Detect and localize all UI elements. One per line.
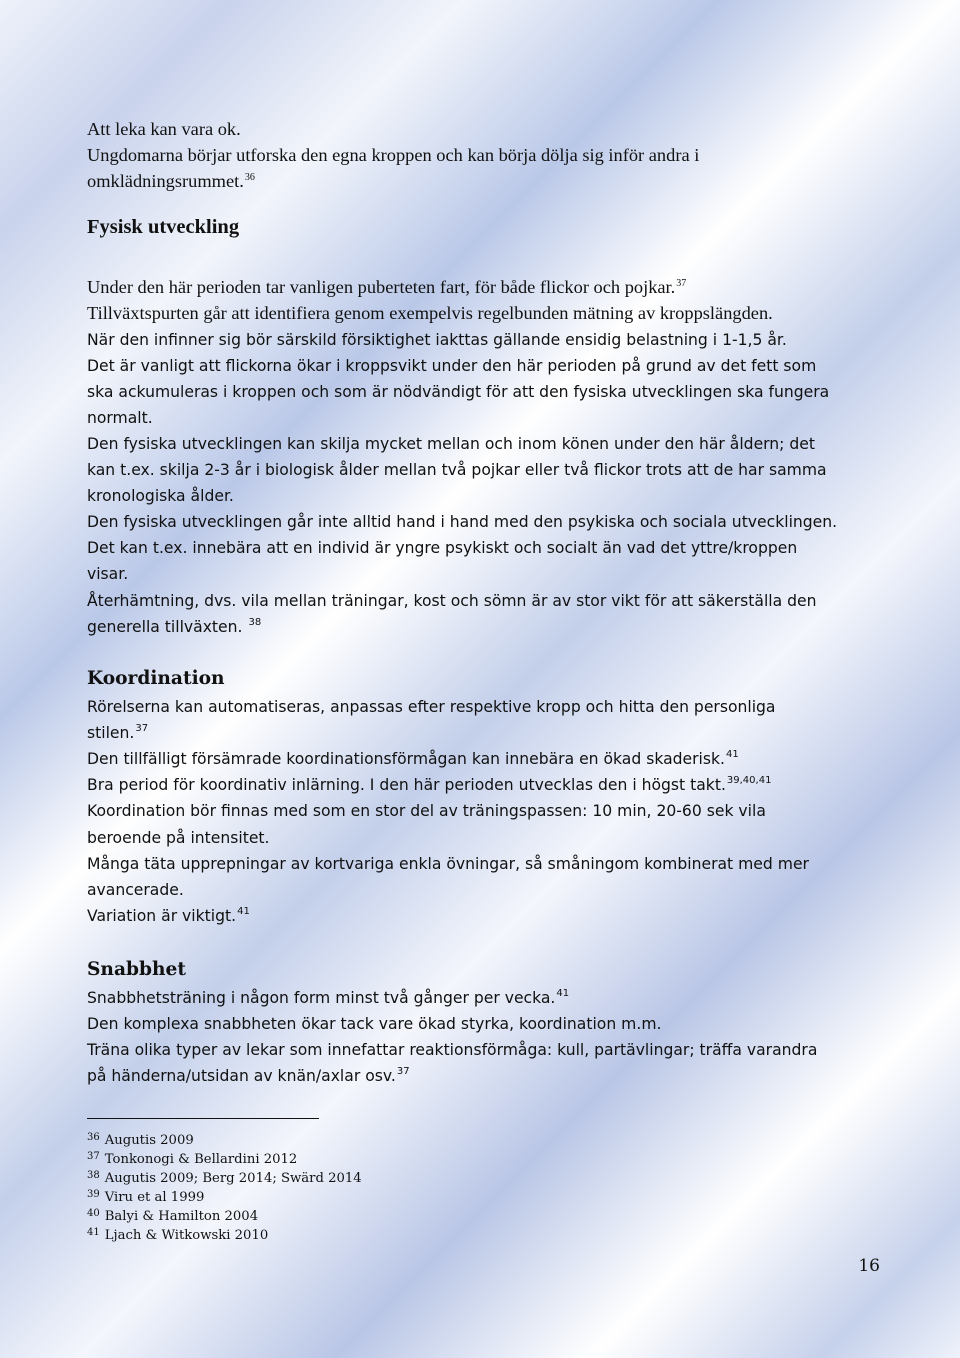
paragraph-line: När den infinner sig bör särskild försiktighet iakttas gällande ensidig belastning i 1-1,5 år. (87, 331, 787, 349)
footnote: $^{37}$ Tonkonogi & Bellardini 2012 (87, 1151, 298, 1167)
paragraph-line: Det kan t.ex. innebära att en individ är yngre psykiskt och socialt än vad det yttre/kroppen (87, 539, 798, 557)
paragraph-line: Den fysiska utvecklingen går inte alltid hand i hand med den psykiska och sociala utvecklingen. (87, 513, 838, 531)
paragraph-line: stilen.$^{37}$ (87, 723, 149, 742)
footnote-ref: 41 (237, 906, 250, 917)
paragraph-line: Bra period för koordinativ inlärning. I den här perioden utvecklas den i högst takt.$^{39,40,41}$ (87, 775, 772, 794)
paragraph-line: beroende på intensitet. (87, 829, 270, 847)
footnote-ref: 37 (676, 278, 687, 289)
paragraph-line: Den komplexa snabbheten ökar tack vare ökad styrka, koordination m.m. (87, 1015, 662, 1033)
footnote-separator (87, 1118, 319, 1119)
paragraph-line: Den fysiska utvecklingen kan skilja mycket mellan och inom könen under den här åldern; det (87, 435, 816, 453)
paragraph-line: Den tillfälligt försämrade koordinationsförmågan kan innebära en ökad skaderisk.$^{41}$ (87, 749, 739, 768)
paragraph-line: ska ackumuleras i kroppen och som är nödvändigt för att den fysiska utvecklingen ska fungera (87, 383, 830, 401)
section-heading-snabbhet: Snabbhet (87, 959, 186, 980)
section-heading-fysisk: Fysisk utveckling (87, 216, 240, 238)
intro-line: Ungdomarna börjar utforska den egna kroppen och kan börja dölja sig inför andra i (87, 145, 700, 165)
paragraph-line: Återhämtning, dvs. vila mellan träningar, kost och sömn är av stor vikt för att säkerställa den (87, 592, 817, 610)
paragraph-line: Koordination bör finnas med som en stor del av träningspassen: 10 min, 20-60 sek vila (87, 802, 766, 820)
paragraph-line: kronologiska ålder. (87, 487, 234, 505)
paragraph-line: visar. (87, 565, 129, 583)
footnote-ref: 36 (244, 172, 255, 183)
paragraph-line: normalt. (87, 409, 153, 427)
paragraph-line: avancerade. (87, 881, 184, 899)
paragraph-line: Variation är viktigt.$^{41}$ (87, 906, 250, 925)
footnote: $^{39}$ Viru et al 1999 (87, 1189, 205, 1205)
paragraph-line: Många täta upprepningar av kortvariga enkla övningar, så småningom kombinerat med mer (87, 855, 809, 873)
paragraph-line: Rörelserna kan automatiseras, anpassas efter respektive kropp och hitta den personliga (87, 698, 776, 716)
paragraph-line: på händerna/utsidan av knän/axlar osv.$^{37}$ (87, 1066, 410, 1085)
intro-line: omklädningsrummet.$^{36}$ (87, 171, 255, 191)
footnote-ref: 41 (556, 988, 570, 999)
footnote: $^{36}$ Augutis 2009 (87, 1132, 194, 1148)
intro-line: Att leka kan vara ok. (87, 119, 241, 139)
footnote: $^{38}$ Augutis 2009; Berg 2014; Swärd 2014 (87, 1170, 362, 1186)
paragraph-line: Träna olika typer av lekar som innefattar reaktionsförmåga: kull, partävlingar; träffa varandra (87, 1041, 818, 1059)
footnote-ref: 39,40,41 (726, 775, 772, 786)
footnote-ref: 37 (396, 1066, 410, 1077)
footnote: $^{40}$ Balyi & Hamilton 2004 (87, 1208, 259, 1224)
paragraph-line: Under den här perioden tar vanligen puberteten fart, för både flickor och pojkar.$^{37}$ (87, 277, 687, 297)
footnote-ref: 41 (726, 749, 739, 760)
section-heading-koordination: Koordination (87, 668, 225, 689)
page-number: 16 (858, 1256, 880, 1276)
footnote: $^{41}$ Ljach & Witkowski 2010 (87, 1227, 269, 1243)
paragraph-line: Tillväxtspurten går att identifiera genom exempelvis regelbunden mätning av kroppslängden. (87, 303, 773, 323)
paragraph-line: Snabbhetsträning i någon form minst två gånger per vecka.$^{41}$ (87, 988, 570, 1007)
footnote-ref: 37 (135, 723, 149, 734)
paragraph-line: Det är vanligt att flickorna ökar i kroppsvikt under den här perioden på grund av det fett som (87, 357, 817, 375)
paragraph-line: generella tillväxten. $^{38}$ (87, 617, 262, 636)
paragraph-line: kan t.ex. skilja 2-3 år i biologisk ålder mellan två pojkar eller två flickor trots att de har samma (87, 461, 827, 479)
footnote-ref: 38 (248, 617, 262, 628)
